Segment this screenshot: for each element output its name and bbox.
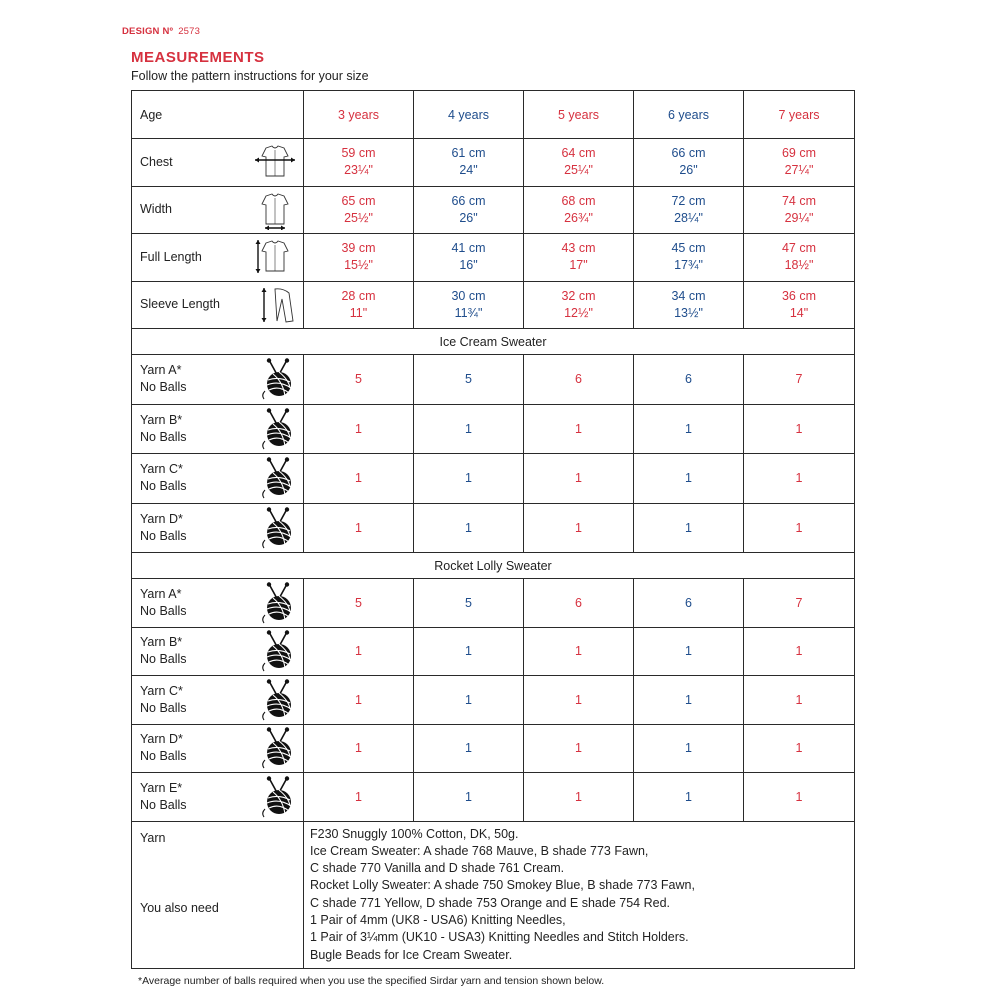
yarn-ball-count: 1	[304, 676, 414, 725]
value-inches: 16"	[459, 258, 478, 273]
measurement-value-cell	[744, 186, 855, 234]
yarn-ball-count: 1	[304, 627, 414, 676]
yarn-label	[140, 683, 187, 717]
table-row-yarn	[132, 503, 855, 553]
measurement-value-cell	[524, 186, 634, 234]
value-inches: 17¾"	[674, 258, 703, 273]
age-header-cell: 5 years	[524, 91, 634, 139]
design-label: DESIGN Nº	[122, 26, 174, 37]
yarn-notes-label: Yarn	[140, 830, 166, 845]
value-inches: 24"	[459, 163, 478, 178]
section-title: Rocket Lolly Sweater	[132, 553, 855, 579]
yarn-name: Yarn D*	[140, 511, 183, 526]
value-inches: 26¾"	[564, 210, 593, 225]
value-cm: 69 cm	[781, 146, 817, 161]
design-number: 2573	[178, 26, 201, 37]
measurement-value-cell	[634, 186, 744, 234]
yarn-unit: No Balls	[140, 700, 187, 715]
value-inches: 18½"	[784, 258, 814, 273]
yarn-unit: No Balls	[140, 797, 187, 812]
yarn-ball-icon	[259, 408, 297, 450]
value-cm: 64 cm	[561, 146, 596, 161]
measurement-value-cell	[414, 234, 524, 282]
measurement-label: Chest	[140, 154, 173, 169]
notes-text-cell	[304, 821, 855, 968]
measurement-value-cell	[524, 281, 634, 329]
yarn-label	[140, 731, 187, 765]
yarn-label	[140, 362, 187, 396]
value-inches: 29¼"	[784, 210, 814, 225]
yarn-name: Yarn C*	[140, 462, 183, 477]
yarn-ball-count: 1	[634, 773, 744, 822]
table-row-measurement	[132, 139, 855, 187]
yarn-label	[140, 780, 187, 814]
value-cm: 43 cm	[561, 241, 596, 256]
footnote: *Average number of balls required when you use the specified Sirdar yarn and tension shown below.	[138, 975, 605, 987]
yarn-ball-count: 6	[634, 355, 744, 405]
measurement-label-cell	[132, 234, 304, 282]
measurement-label-cell	[132, 186, 304, 234]
yarn-ball-count: 6	[524, 579, 634, 628]
notes-line: C shade 771 Yellow, D shade 753 Orange and E shade 754 Red.	[310, 895, 670, 910]
yarn-label-cell	[132, 676, 304, 725]
yarn-ball-count: 1	[304, 773, 414, 822]
yarn-name: Yarn A*	[140, 586, 182, 601]
yarn-name: Yarn A*	[140, 363, 182, 378]
yarn-ball-count: 1	[744, 773, 855, 822]
yarn-ball-count: 1	[414, 404, 524, 454]
yarn-unit: No Balls	[140, 749, 187, 764]
yarn-unit: No Balls	[140, 479, 187, 494]
value-inches: 14"	[789, 305, 809, 320]
yarn-ball-count: 1	[304, 503, 414, 553]
table-row-yarn	[132, 724, 855, 773]
value-cm: 59 cm	[341, 146, 376, 161]
measurement-label: Sleeve Length	[140, 297, 220, 312]
yarn-ball-count: 1	[634, 404, 744, 454]
yarn-ball-icon	[259, 507, 297, 549]
table-row-measurement	[132, 234, 855, 282]
notes-line: Bugle Beads for Ice Cream Sweater.	[310, 947, 513, 962]
notes-line: Ice Cream Sweater: A shade 768 Mauve, B shade 773 Fawn,	[310, 843, 649, 858]
yarn-label	[140, 412, 187, 446]
yarn-label-cell	[132, 355, 304, 405]
value-inches: 25½"	[344, 210, 373, 225]
value-inches: 26"	[459, 210, 478, 225]
notes-line: C shade 770 Vanilla and D shade 761 Cream.	[310, 861, 565, 876]
value-cm: 32 cm	[561, 288, 596, 303]
chest-diagram-icon	[253, 142, 297, 182]
yarn-ball-icon	[259, 776, 297, 818]
yarn-unit: No Balls	[140, 528, 187, 543]
notes-line: 1 Pair of 3¼mm (UK10 - USA3) Knitting Needles and Stitch Holders.	[310, 930, 689, 945]
yarn-unit: No Balls	[140, 429, 187, 444]
value-cm: 74 cm	[781, 193, 817, 208]
yarn-label-cell	[132, 627, 304, 676]
measurement-value-cell	[634, 139, 744, 187]
yarn-name: Yarn D*	[140, 732, 183, 747]
yarn-ball-count: 7	[744, 355, 855, 405]
yarn-ball-icon	[259, 630, 297, 672]
value-cm: 72 cm	[671, 193, 706, 208]
yarn-ball-icon	[259, 457, 297, 499]
table-row-age	[132, 91, 855, 139]
yarn-ball-count: 5	[304, 579, 414, 628]
measurement-value-cell	[414, 139, 524, 187]
yarn-ball-count: 1	[744, 503, 855, 553]
value-cm: 36 cm	[781, 288, 817, 303]
yarn-ball-icon	[259, 582, 297, 624]
yarn-name: Yarn B*	[140, 635, 183, 650]
measurement-label: Full Length	[140, 249, 202, 264]
yarn-label	[140, 511, 187, 545]
design-number-line	[122, 26, 200, 37]
sleeve-length-diagram-icon	[253, 285, 297, 325]
yarn-ball-count: 1	[414, 627, 524, 676]
yarn-name: Yarn C*	[140, 683, 183, 698]
yarn-ball-count: 1	[414, 503, 524, 553]
also-need-label: You also need	[140, 900, 219, 915]
yarn-ball-icon	[259, 727, 297, 769]
value-cm: 65 cm	[341, 193, 376, 208]
measurement-value-cell	[744, 234, 855, 282]
width-diagram-icon	[253, 190, 297, 230]
notes-row	[132, 821, 855, 968]
yarn-ball-count: 1	[744, 454, 855, 504]
value-inches: 11"	[349, 305, 368, 320]
yarn-ball-count: 1	[744, 724, 855, 773]
yarn-ball-count: 1	[414, 773, 524, 822]
yarn-label-cell	[132, 724, 304, 773]
value-cm: 28 cm	[341, 288, 376, 303]
measurement-value-cell	[304, 139, 414, 187]
value-cm: 30 cm	[451, 288, 486, 303]
value-inches: 27¼"	[784, 163, 814, 178]
yarn-label-cell	[132, 579, 304, 628]
yarn-label	[140, 586, 187, 620]
value-inches: 15½"	[344, 258, 373, 273]
yarn-ball-count: 1	[634, 724, 744, 773]
yarn-ball-count: 1	[524, 724, 634, 773]
yarn-ball-count: 1	[304, 454, 414, 504]
table-row-measurement	[132, 186, 855, 234]
value-cm: 66 cm	[671, 146, 706, 161]
value-cm: 61 cm	[451, 146, 486, 161]
value-inches: 13½"	[674, 305, 703, 320]
measurement-label: Width	[140, 202, 172, 217]
yarn-name: Yarn B*	[140, 412, 183, 427]
yarn-ball-count: 1	[634, 676, 744, 725]
yarn-ball-count: 1	[524, 503, 634, 553]
notes-line: 1 Pair of 4mm (UK8 - USA6) Knitting Needles,	[310, 912, 566, 927]
measurement-value-cell	[744, 281, 855, 329]
measurement-value-cell	[634, 234, 744, 282]
yarn-ball-count: 5	[414, 579, 524, 628]
value-inches: 12½"	[564, 305, 593, 320]
yarn-ball-count: 1	[414, 724, 524, 773]
measurement-value-cell	[304, 186, 414, 234]
yarn-ball-count: 1	[524, 404, 634, 454]
table-row-yarn	[132, 404, 855, 454]
value-cm: 68 cm	[561, 193, 596, 208]
page-title: MEASUREMENTS	[131, 49, 265, 66]
table-row-yarn	[132, 579, 855, 628]
yarn-ball-count: 1	[304, 404, 414, 454]
table-row-measurement	[132, 281, 855, 329]
value-cm: 45 cm	[671, 241, 706, 256]
yarn-ball-count: 1	[744, 404, 855, 454]
measurement-value-cell	[414, 186, 524, 234]
yarn-ball-count: 7	[744, 579, 855, 628]
measurement-label-cell	[132, 139, 304, 187]
yarn-ball-count: 1	[414, 454, 524, 504]
yarn-label-cell	[132, 454, 304, 504]
section-header-row	[132, 553, 855, 579]
table-row-yarn	[132, 454, 855, 504]
age-header-cell: 3 years	[304, 91, 414, 139]
notes-line: F230 Snuggly 100% Cotton, DK, 50g.	[310, 826, 519, 841]
yarn-ball-count: 5	[304, 355, 414, 405]
measurement-value-cell	[524, 139, 634, 187]
measurements-table	[131, 90, 855, 969]
table-row-yarn	[132, 676, 855, 725]
measurement-value-cell	[304, 281, 414, 329]
yarn-label-cell	[132, 773, 304, 822]
value-inches: 17"	[569, 258, 588, 273]
yarn-label	[140, 634, 187, 668]
yarn-unit: No Balls	[140, 380, 187, 395]
yarn-ball-icon	[259, 358, 297, 400]
yarn-ball-count: 1	[524, 773, 634, 822]
table-row-yarn	[132, 355, 855, 405]
yarn-ball-count: 1	[524, 627, 634, 676]
value-inches: 23¼"	[344, 163, 373, 178]
value-cm: 66 cm	[451, 193, 486, 208]
value-inches: 28¼"	[674, 210, 703, 225]
row-label-age: Age	[132, 91, 304, 139]
yarn-name: Yarn E*	[140, 780, 183, 795]
measurement-value-cell	[414, 281, 524, 329]
age-header-cell: 4 years	[414, 91, 524, 139]
measurement-label-cell	[132, 281, 304, 329]
full-length-diagram-icon	[253, 237, 297, 277]
value-cm: 34 cm	[671, 288, 706, 303]
value-inches: 25¼"	[564, 163, 593, 178]
yarn-ball-count: 6	[634, 579, 744, 628]
yarn-ball-count: 5	[414, 355, 524, 405]
value-cm: 39 cm	[341, 241, 376, 256]
measurement-value-cell	[744, 139, 855, 187]
yarn-ball-icon	[259, 679, 297, 721]
yarn-unit: No Balls	[140, 603, 187, 618]
value-inches: 11¾"	[454, 305, 483, 320]
yarn-ball-count: 1	[634, 627, 744, 676]
yarn-ball-count: 1	[744, 676, 855, 725]
value-inches: 26"	[679, 163, 698, 178]
yarn-label-cell	[132, 404, 304, 454]
yarn-ball-count: 1	[524, 454, 634, 504]
yarn-ball-count: 1	[304, 724, 414, 773]
yarn-ball-count: 6	[524, 355, 634, 405]
yarn-ball-count: 1	[634, 454, 744, 504]
measurement-value-cell	[634, 281, 744, 329]
yarn-label	[140, 461, 187, 495]
notes-label-cell	[132, 821, 304, 968]
yarn-ball-count: 1	[744, 627, 855, 676]
yarn-ball-count: 1	[414, 676, 524, 725]
section-header-row	[132, 329, 855, 355]
yarn-ball-count: 1	[524, 676, 634, 725]
table-row-yarn	[132, 627, 855, 676]
section-title: Ice Cream Sweater	[132, 329, 855, 355]
measurement-value-cell	[304, 234, 414, 282]
table-row-yarn	[132, 773, 855, 822]
notes-line: Rocket Lolly Sweater: A shade 750 Smokey Blue, B shade 773 Fawn,	[310, 878, 695, 893]
age-header-cell: 6 years	[634, 91, 744, 139]
value-cm: 47 cm	[781, 241, 817, 256]
measurement-value-cell	[524, 234, 634, 282]
page-subtitle: Follow the pattern instructions for your size	[131, 69, 369, 83]
value-cm: 41 cm	[451, 241, 486, 256]
age-header-cell: 7 years	[744, 91, 855, 139]
yarn-unit: No Balls	[140, 652, 187, 667]
yarn-ball-count: 1	[634, 503, 744, 553]
yarn-label-cell	[132, 503, 304, 553]
